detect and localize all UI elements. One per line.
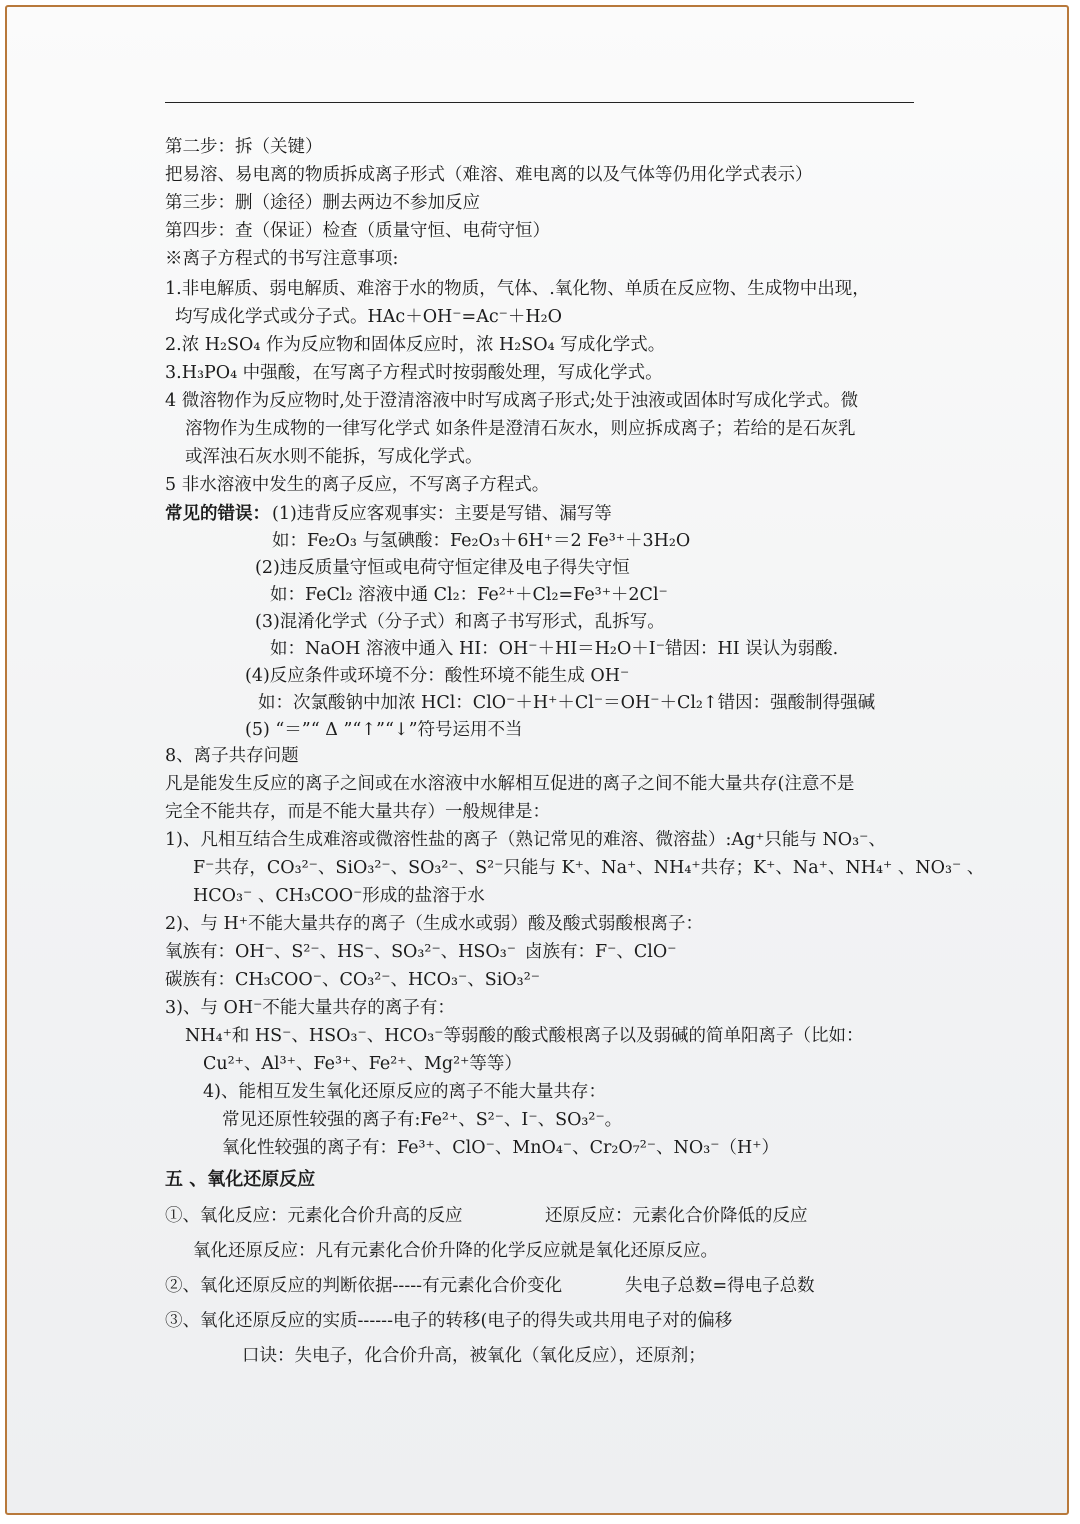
text-line: (2)违反质量守恒或电荷守恒定律及电子得失守恒 xyxy=(255,558,630,578)
text-line: (5) “＝”“ Δ ”“↑”“↓”符号运用不当 xyxy=(245,720,523,740)
text-line: 4 微溶物作为反应物时,处于澄清溶液中时写成离子形式;处于浊液或固体时写成化学式。微 xyxy=(165,391,859,411)
text-line: 溶物作为生成物的一律写化学式 如条件是澄清石灰水，则应拆成离子；若给的是石灰乳 xyxy=(185,419,856,439)
text-line: 3)、与 OH⁻不能大量共存的离子有： xyxy=(165,998,455,1018)
text-line: 卤族有：F⁻、ClO⁻ xyxy=(525,942,677,962)
text-line: (3)混淆化学式（分子式）和离子书写形式，乱拆写。 xyxy=(255,612,665,632)
text-line: 氧化还原反应：凡有元素化合价升降的化学反应就是氧化还原反应。 xyxy=(193,1241,718,1261)
text-line: 或浑浊石灰水则不能拆，写成化学式。 xyxy=(185,447,483,467)
text-line: 如：FeCl₂ 溶液中通 Cl₂：Fe²⁺＋Cl₂=Fe³⁺＋2Cl⁻ xyxy=(270,585,668,605)
text-line: 常见还原性较强的离子有:Fe²⁺、S²⁻、I⁻、SO₃²⁻。 xyxy=(222,1110,623,1130)
text-line: 五 、氧化还原反应 xyxy=(165,1169,316,1190)
text-line: 如：次氯酸钠中加浓 HCl：ClO⁻＋H⁺＋Cl⁻＝OH⁻＋Cl₂↑错因：强酸制得强碱 xyxy=(258,693,876,713)
text-line: Cu²⁺、Al³⁺、Fe³⁺、Fe²⁺、Mg²⁺等等） xyxy=(203,1054,522,1074)
text-line: 2)、与 H⁺不能大量共存的离子（生成水或弱）酸及酸式弱酸根离子： xyxy=(165,914,704,934)
text-line: ②、氧化还原反应的判断依据-----有元素化合价变化 xyxy=(165,1276,563,1296)
text-line: ③、氧化还原反应的实质------电子的转移(电子的得失或共用电子对的偏移 xyxy=(165,1311,733,1331)
text-line: 常见的错误： xyxy=(165,504,270,524)
text-line: 第三步：删（途径）删去两边不参加反应 xyxy=(165,193,480,213)
text-line: 失电子总数=得电子总数 xyxy=(625,1276,815,1296)
text-line: 4)、能相互发生氧化还原反应的离子不能大量共存： xyxy=(203,1082,606,1102)
text-line: 碳族有：CH₃COO⁻、CO₃²⁻、HCO₃⁻、SiO₃²⁻ xyxy=(165,970,540,990)
text-line: 均写成化学式或分子式。HAc＋OH⁻=Ac⁻＋H₂O xyxy=(175,307,563,327)
text-line: 完全不能共存，而是不能大量共存）一般规律是： xyxy=(165,802,550,822)
text-line: NH₄⁺和 HS⁻、HSO₃⁻、HCO₃⁻等弱酸的酸式酸根离子以及弱碱的简单阳离子（比如： xyxy=(185,1026,864,1046)
text-line: (4)反应条件或环境不分：酸性环境不能生成 OH⁻ xyxy=(245,666,630,686)
text-line: 第二步：拆（关键） xyxy=(165,137,323,157)
header-rule xyxy=(165,102,914,103)
text-line: 氧族有：OH⁻、S²⁻、HS⁻、SO₃²⁻、HSO₃⁻ xyxy=(165,942,517,962)
text-line: 1.非电解质、弱电解质、难溶于水的物质，气体、.氧化物、单质在反应物、生成物中出现， xyxy=(165,279,870,299)
text-line: 把易溶、易电离的物质拆成离子形式（难溶、难电离的以及气体等仍用化学式表示） xyxy=(165,165,813,185)
text-line: 氧化性较强的离子有：Fe³⁺、ClO⁻、MnO₄⁻、Cr₂O₇²⁻、NO₃⁻（H⁺） xyxy=(222,1138,779,1158)
text-line: 1)、凡相互结合生成难溶或微溶性盐的离子（熟记常见的难溶、微溶盐）:Ag⁺只能与 NO₃⁻、 xyxy=(165,830,886,850)
text-line: HCO₃⁻ 、CH₃COO⁻形成的盐溶于水 xyxy=(193,886,485,906)
text-line: 2.浓 H₂SO₄ 作为反应物和固体反应时，浓 H₂SO₄ 写成化学式。 xyxy=(165,335,666,355)
text-line: 第四步：查（保证）检查（质量守恒、电荷守恒） xyxy=(165,221,550,241)
text-line: 还原反应：元素化合价降低的反应 xyxy=(545,1206,808,1226)
text-line: 5 非水溶液中发生的离子反应，不写离子方程式。 xyxy=(165,475,550,495)
text-line: 如：NaOH 溶液中通入 HI：OH⁻＋HI＝H₂O＋I⁻错因：HI 误认为弱酸. xyxy=(270,639,839,659)
text-line: (1)违背反应客观事实：主要是写错、漏写等 xyxy=(272,504,612,524)
text-line: 如：Fe₂O₃ 与氢碘酸：Fe₂O₃＋6H⁺＝2 Fe³⁺＋3H₂O xyxy=(272,531,691,551)
text-line: 8、离子共存问题 xyxy=(165,746,299,766)
text-line: 凡是能发生反应的离子之间或在水溶液中水解相互促进的离子之间不能大量共存(注意不是 xyxy=(165,774,855,794)
text-line: ①、氧化反应：元素化合价升高的反应 xyxy=(165,1206,463,1226)
text-line: 口诀：失电子，化合价升高，被氧化（氧化反应），还原剂； xyxy=(242,1346,706,1366)
text-line: F⁻共存，CO₃²⁻、SiO₃²⁻、SO₃²⁻、S²⁻只能与 K⁺、Na⁺、NH₄⁺共存；K⁺、Na⁺、NH₄⁺ 、NO₃⁻ 、 xyxy=(193,858,985,878)
text-line: 3.H₃PO₄ 中强酸，在写离子方程式时按弱酸处理，写成化学式。 xyxy=(165,363,663,383)
text-line: ※离子方程式的书写注意事项: xyxy=(165,249,399,269)
